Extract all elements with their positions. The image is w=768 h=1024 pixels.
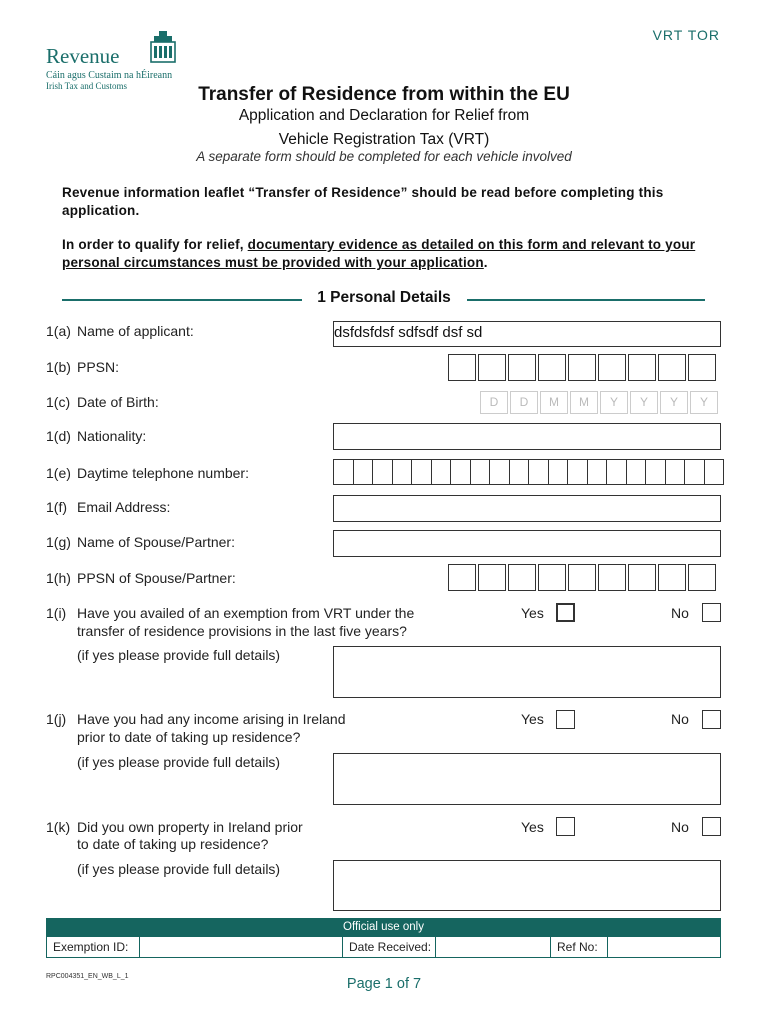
spouse-ppsn-cell[interactable] bbox=[508, 564, 536, 591]
official-use-header: Official use only bbox=[46, 918, 721, 936]
vrt-exemption-yes-checkbox[interactable] bbox=[556, 603, 575, 622]
property-details-textarea[interactable] bbox=[333, 860, 721, 911]
dob-month-cell[interactable]: M bbox=[540, 391, 568, 414]
telephone-cell[interactable] bbox=[392, 459, 412, 485]
field-label-spouse-ppsn bbox=[46, 570, 236, 586]
field-code: 1(b) bbox=[46, 359, 71, 375]
field-label-text: Name of Spouse/Partner: bbox=[77, 534, 235, 550]
page-subtitle-line1: Application and Declaration for Relief from bbox=[238, 107, 530, 124]
telephone-cell[interactable] bbox=[372, 459, 392, 485]
field-label-text: Email Address: bbox=[77, 499, 171, 515]
field-code: 1(f) bbox=[46, 499, 67, 515]
dob-month-cell[interactable]: M bbox=[570, 391, 598, 414]
field-code: 1(h) bbox=[46, 570, 71, 586]
logo-english-text: Irish Tax and Customs bbox=[46, 81, 127, 91]
ref-no-field[interactable] bbox=[608, 937, 720, 957]
question-property-line1: Did you own property in Ireland prior bbox=[77, 819, 303, 835]
field-label-dob bbox=[46, 394, 159, 410]
applicant-name-input[interactable]: dsfdsfdsf sdfsdf dsf sd bbox=[333, 321, 721, 347]
telephone-cell[interactable] bbox=[704, 459, 724, 485]
income-details-textarea[interactable] bbox=[333, 753, 721, 805]
intro-paragraph-2-prefix: In order to qualify for relief, bbox=[62, 237, 248, 252]
property-no-checkbox[interactable] bbox=[702, 817, 721, 836]
page-number: Page 1 of 7 bbox=[346, 976, 422, 992]
question-income-line2: prior to date of taking up residence? bbox=[77, 729, 301, 745]
exemption-id-label: Exemption ID: bbox=[47, 937, 140, 957]
telephone-cell[interactable] bbox=[333, 459, 353, 485]
spouse-ppsn-cell[interactable] bbox=[448, 564, 476, 591]
official-use-row bbox=[46, 936, 721, 958]
telephone-cell[interactable] bbox=[684, 459, 704, 485]
field-label-text: Name of applicant: bbox=[77, 323, 194, 339]
page-title: Transfer of Residence from within the EU bbox=[198, 84, 570, 105]
form-reference-code: RPC004351_EN_WB_L_1 bbox=[46, 973, 129, 980]
field-label-text: Nationality: bbox=[77, 428, 147, 444]
ppsn-cell[interactable] bbox=[538, 354, 566, 381]
spouse-ppsn-cell[interactable] bbox=[568, 564, 596, 591]
yes-label: Yes bbox=[521, 605, 544, 621]
question-vrt-exemption-line1: Have you availed of an exemption from VRT under the bbox=[77, 605, 415, 621]
intro-paragraph-2-suffix: . bbox=[483, 255, 488, 270]
field-label-telephone bbox=[46, 465, 249, 481]
telephone-cell[interactable] bbox=[665, 459, 685, 485]
telephone-cell[interactable] bbox=[528, 459, 548, 485]
question-vrt-exemption-line2: transfer of residence provisions in the last five years? bbox=[77, 623, 407, 639]
yes-label: Yes bbox=[521, 819, 544, 835]
vrt-exemption-no-checkbox[interactable] bbox=[702, 603, 721, 622]
field-label-ppsn bbox=[46, 359, 119, 375]
intro-paragraph-1: Revenue information leaflet “Transfer of Residence” should be read before completing this application. bbox=[62, 185, 664, 218]
field-label-email bbox=[46, 499, 170, 515]
intro-paragraph-2-underlined: documentary evidence as detailed on this form and relevant to your personal circumstances must be provided with your application bbox=[62, 237, 696, 270]
ref-no-label: Ref No: bbox=[551, 937, 608, 957]
telephone-cell[interactable] bbox=[606, 459, 626, 485]
spouse-name-input[interactable] bbox=[333, 530, 721, 557]
ppsn-cell[interactable] bbox=[568, 354, 596, 381]
telephone-cell[interactable] bbox=[645, 459, 665, 485]
field-code: 1(e) bbox=[46, 465, 71, 481]
harp-building-icon bbox=[150, 30, 176, 64]
email-input[interactable] bbox=[333, 495, 721, 522]
ppsn-cell[interactable] bbox=[628, 354, 656, 381]
field-label-text: Date of Birth: bbox=[77, 394, 159, 410]
telephone-cell[interactable] bbox=[470, 459, 490, 485]
telephone-input[interactable] bbox=[333, 459, 724, 485]
dob-year-cell[interactable]: Y bbox=[600, 391, 628, 414]
telephone-cell[interactable] bbox=[431, 459, 451, 485]
telephone-cell[interactable] bbox=[450, 459, 470, 485]
spouse-ppsn-cell[interactable] bbox=[478, 564, 506, 591]
date-received-field[interactable] bbox=[436, 937, 551, 957]
field-label-text: Daytime telephone number: bbox=[77, 465, 249, 481]
field-label-text: PPSN: bbox=[77, 359, 120, 375]
dob-year-cell[interactable]: Y bbox=[630, 391, 658, 414]
ppsn-cell[interactable] bbox=[478, 354, 506, 381]
question-code-income: 1(j) bbox=[46, 711, 67, 727]
field-label-name bbox=[46, 323, 194, 339]
no-label: No bbox=[671, 819, 689, 835]
spouse-ppsn-cell[interactable] bbox=[628, 564, 656, 591]
spouse-ppsn-cell[interactable] bbox=[658, 564, 686, 591]
dob-day-cell[interactable]: D bbox=[510, 391, 538, 414]
ppsn-cell[interactable] bbox=[658, 354, 686, 381]
details-label: (if yes please provide full details) bbox=[77, 754, 281, 770]
property-yes-checkbox[interactable] bbox=[556, 817, 575, 836]
telephone-cell[interactable] bbox=[509, 459, 529, 485]
ppsn-cell[interactable] bbox=[598, 354, 626, 381]
no-label: No bbox=[671, 711, 689, 727]
field-code: 1(d) bbox=[46, 428, 71, 444]
vrt-exemption-details-textarea[interactable] bbox=[333, 646, 721, 698]
spouse-ppsn-cell[interactable] bbox=[538, 564, 566, 591]
logo-irish-text: Cáin agus Custaim na hÉireann bbox=[46, 70, 173, 81]
question-code-property: 1(k) bbox=[46, 819, 71, 835]
dob-year-cell[interactable]: Y bbox=[660, 391, 688, 414]
date-received-label: Date Received: bbox=[343, 937, 436, 957]
form-code: VRT TOR bbox=[652, 27, 720, 43]
question-code-vrt-exemption: 1(i) bbox=[46, 605, 67, 621]
field-label-text: PPSN of Spouse/Partner: bbox=[77, 570, 236, 586]
ppsn-cell[interactable] bbox=[688, 354, 716, 381]
intro-paragraph-2 bbox=[62, 236, 722, 272]
spouse-ppsn-input[interactable] bbox=[448, 564, 716, 591]
question-income-line1: Have you had any income arising in Ireland bbox=[77, 711, 346, 727]
question-property-line2: to date of taking up residence? bbox=[77, 836, 269, 852]
income-yes-checkbox[interactable] bbox=[556, 710, 575, 729]
telephone-cell[interactable] bbox=[353, 459, 373, 485]
field-code: 1(g) bbox=[46, 534, 71, 550]
telephone-cell[interactable] bbox=[587, 459, 607, 485]
telephone-cell[interactable] bbox=[626, 459, 646, 485]
dob-year-cell[interactable]: Y bbox=[690, 391, 718, 414]
page-subtitle-line2: Vehicle Registration Tax (VRT) bbox=[278, 131, 490, 148]
field-code: 1(a) bbox=[46, 323, 71, 339]
exemption-id-field[interactable] bbox=[140, 937, 343, 957]
dob-day-cell[interactable]: D bbox=[480, 391, 508, 414]
telephone-cell[interactable] bbox=[548, 459, 568, 485]
no-label: No bbox=[671, 605, 689, 621]
details-label: (if yes please provide full details) bbox=[77, 647, 281, 663]
details-label: (if yes please provide full details) bbox=[77, 861, 281, 877]
date-of-birth-input[interactable] bbox=[480, 391, 718, 414]
spouse-ppsn-cell[interactable] bbox=[598, 564, 626, 591]
ppsn-input[interactable] bbox=[448, 354, 716, 381]
ppsn-cell[interactable] bbox=[508, 354, 536, 381]
section-title bbox=[0, 289, 768, 307]
field-code: 1(c) bbox=[46, 394, 71, 410]
field-label-spouse-name bbox=[46, 534, 235, 550]
income-no-checkbox[interactable] bbox=[702, 710, 721, 729]
telephone-cell[interactable] bbox=[489, 459, 509, 485]
logo-name: Revenue bbox=[46, 44, 120, 68]
section-title-text: 1 Personal Details bbox=[313, 289, 455, 306]
field-label-nationality bbox=[46, 428, 146, 444]
ppsn-cell[interactable] bbox=[448, 354, 476, 381]
yes-label: Yes bbox=[521, 711, 544, 727]
spouse-ppsn-cell[interactable] bbox=[688, 564, 716, 591]
telephone-cell[interactable] bbox=[567, 459, 587, 485]
telephone-cell[interactable] bbox=[411, 459, 431, 485]
page-note: A separate form should be completed for each vehicle involved bbox=[196, 149, 572, 164]
nationality-input[interactable] bbox=[333, 423, 721, 450]
